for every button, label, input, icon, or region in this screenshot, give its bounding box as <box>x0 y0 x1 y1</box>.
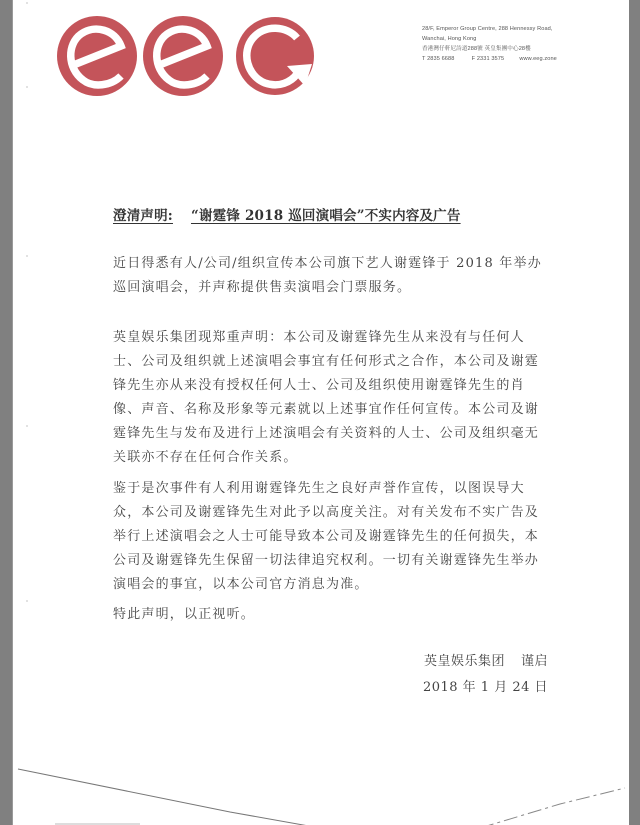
document-title <box>113 204 461 224</box>
scan-speck <box>26 425 28 427</box>
title-prefix: 澄清声明: <box>113 208 173 224</box>
signature-block <box>418 649 548 701</box>
paragraph-text: 英皇娱乐集团现郑重声明：本公司及谢霆锋先生从来没有与任何人士、公司及组织就上述演唱会事宜有任何形式之合作，本公司及谢霆锋先生亦从来没有授权任何人士、公司及组织使用谢霆锋先生的肖像、声音、名称及形象等元素就以上述事宜作任何宣传。本公司及谢霆锋先生与发布及进行上述演唱会有关资料的人士、公司及组织毫无关联亦不存在任何合作关系。 <box>113 330 540 465</box>
scan-speck <box>26 86 28 88</box>
paragraph-4 <box>113 603 553 627</box>
address-line-1: 28/F, Emperor Group Centre, 288 Hennessy Road, <box>422 26 553 32</box>
logo-g-arrow-icon <box>236 17 314 95</box>
signature-closing: 谨启 <box>520 654 548 669</box>
contact-line <box>422 54 622 64</box>
title-main: “谢霆锋 2018 巡回演唱会”不实内容及广告 <box>190 208 461 224</box>
telephone: T 2835 6688 <box>422 56 455 62</box>
website: www.eeg.zone <box>519 56 557 62</box>
page-edge <box>12 0 13 825</box>
fax: F 2331 3575 <box>471 56 505 62</box>
signature-date: 2018 年 1 月 24 日 <box>422 680 548 695</box>
paragraph-text: 鉴于是次事件有人利用谢霆锋先生之良好声誉作宣传，以图误导大众，本公司及谢霆锋先生对此予以高度关注。对有关发布不实广告及举行上述演唱会之人士可能导致本公司及谢霆锋先生的任何损失，本公司及谢霆锋先生保留一切法律追究权利。一切有关谢霆锋先生举办演唱会的事宜，以本公司官方消息为准。 <box>113 481 540 592</box>
paragraph-2 <box>113 326 553 470</box>
paragraph-1 <box>113 252 553 300</box>
scan-speck <box>26 600 28 602</box>
paragraph-3 <box>113 477 553 597</box>
eeg-logo-icon <box>44 14 314 98</box>
paragraph-text: 特此声明，以正视听。 <box>113 607 256 622</box>
eeg-logo <box>44 14 314 98</box>
address-chinese: 香港灣仔軒尼詩道288號 英皇集團中心28樓 <box>422 46 531 52</box>
scan-speck <box>26 255 28 257</box>
letterhead-address <box>422 24 622 64</box>
signature-line <box>418 649 548 675</box>
address-line-2: Wanchai, Hong Kong <box>422 36 477 42</box>
scan-speck <box>26 2 28 4</box>
logo-e-icon <box>143 16 223 96</box>
logo-e-icon <box>57 16 137 96</box>
paragraph-text: 近日得悉有人/公司/组织宣传本公司旗下艺人谢霆锋于 2018 年举办巡回演唱会，并声称提供售卖演唱会门票服务。 <box>113 256 542 295</box>
signature-company: 英皇娱乐集团 <box>423 654 505 669</box>
